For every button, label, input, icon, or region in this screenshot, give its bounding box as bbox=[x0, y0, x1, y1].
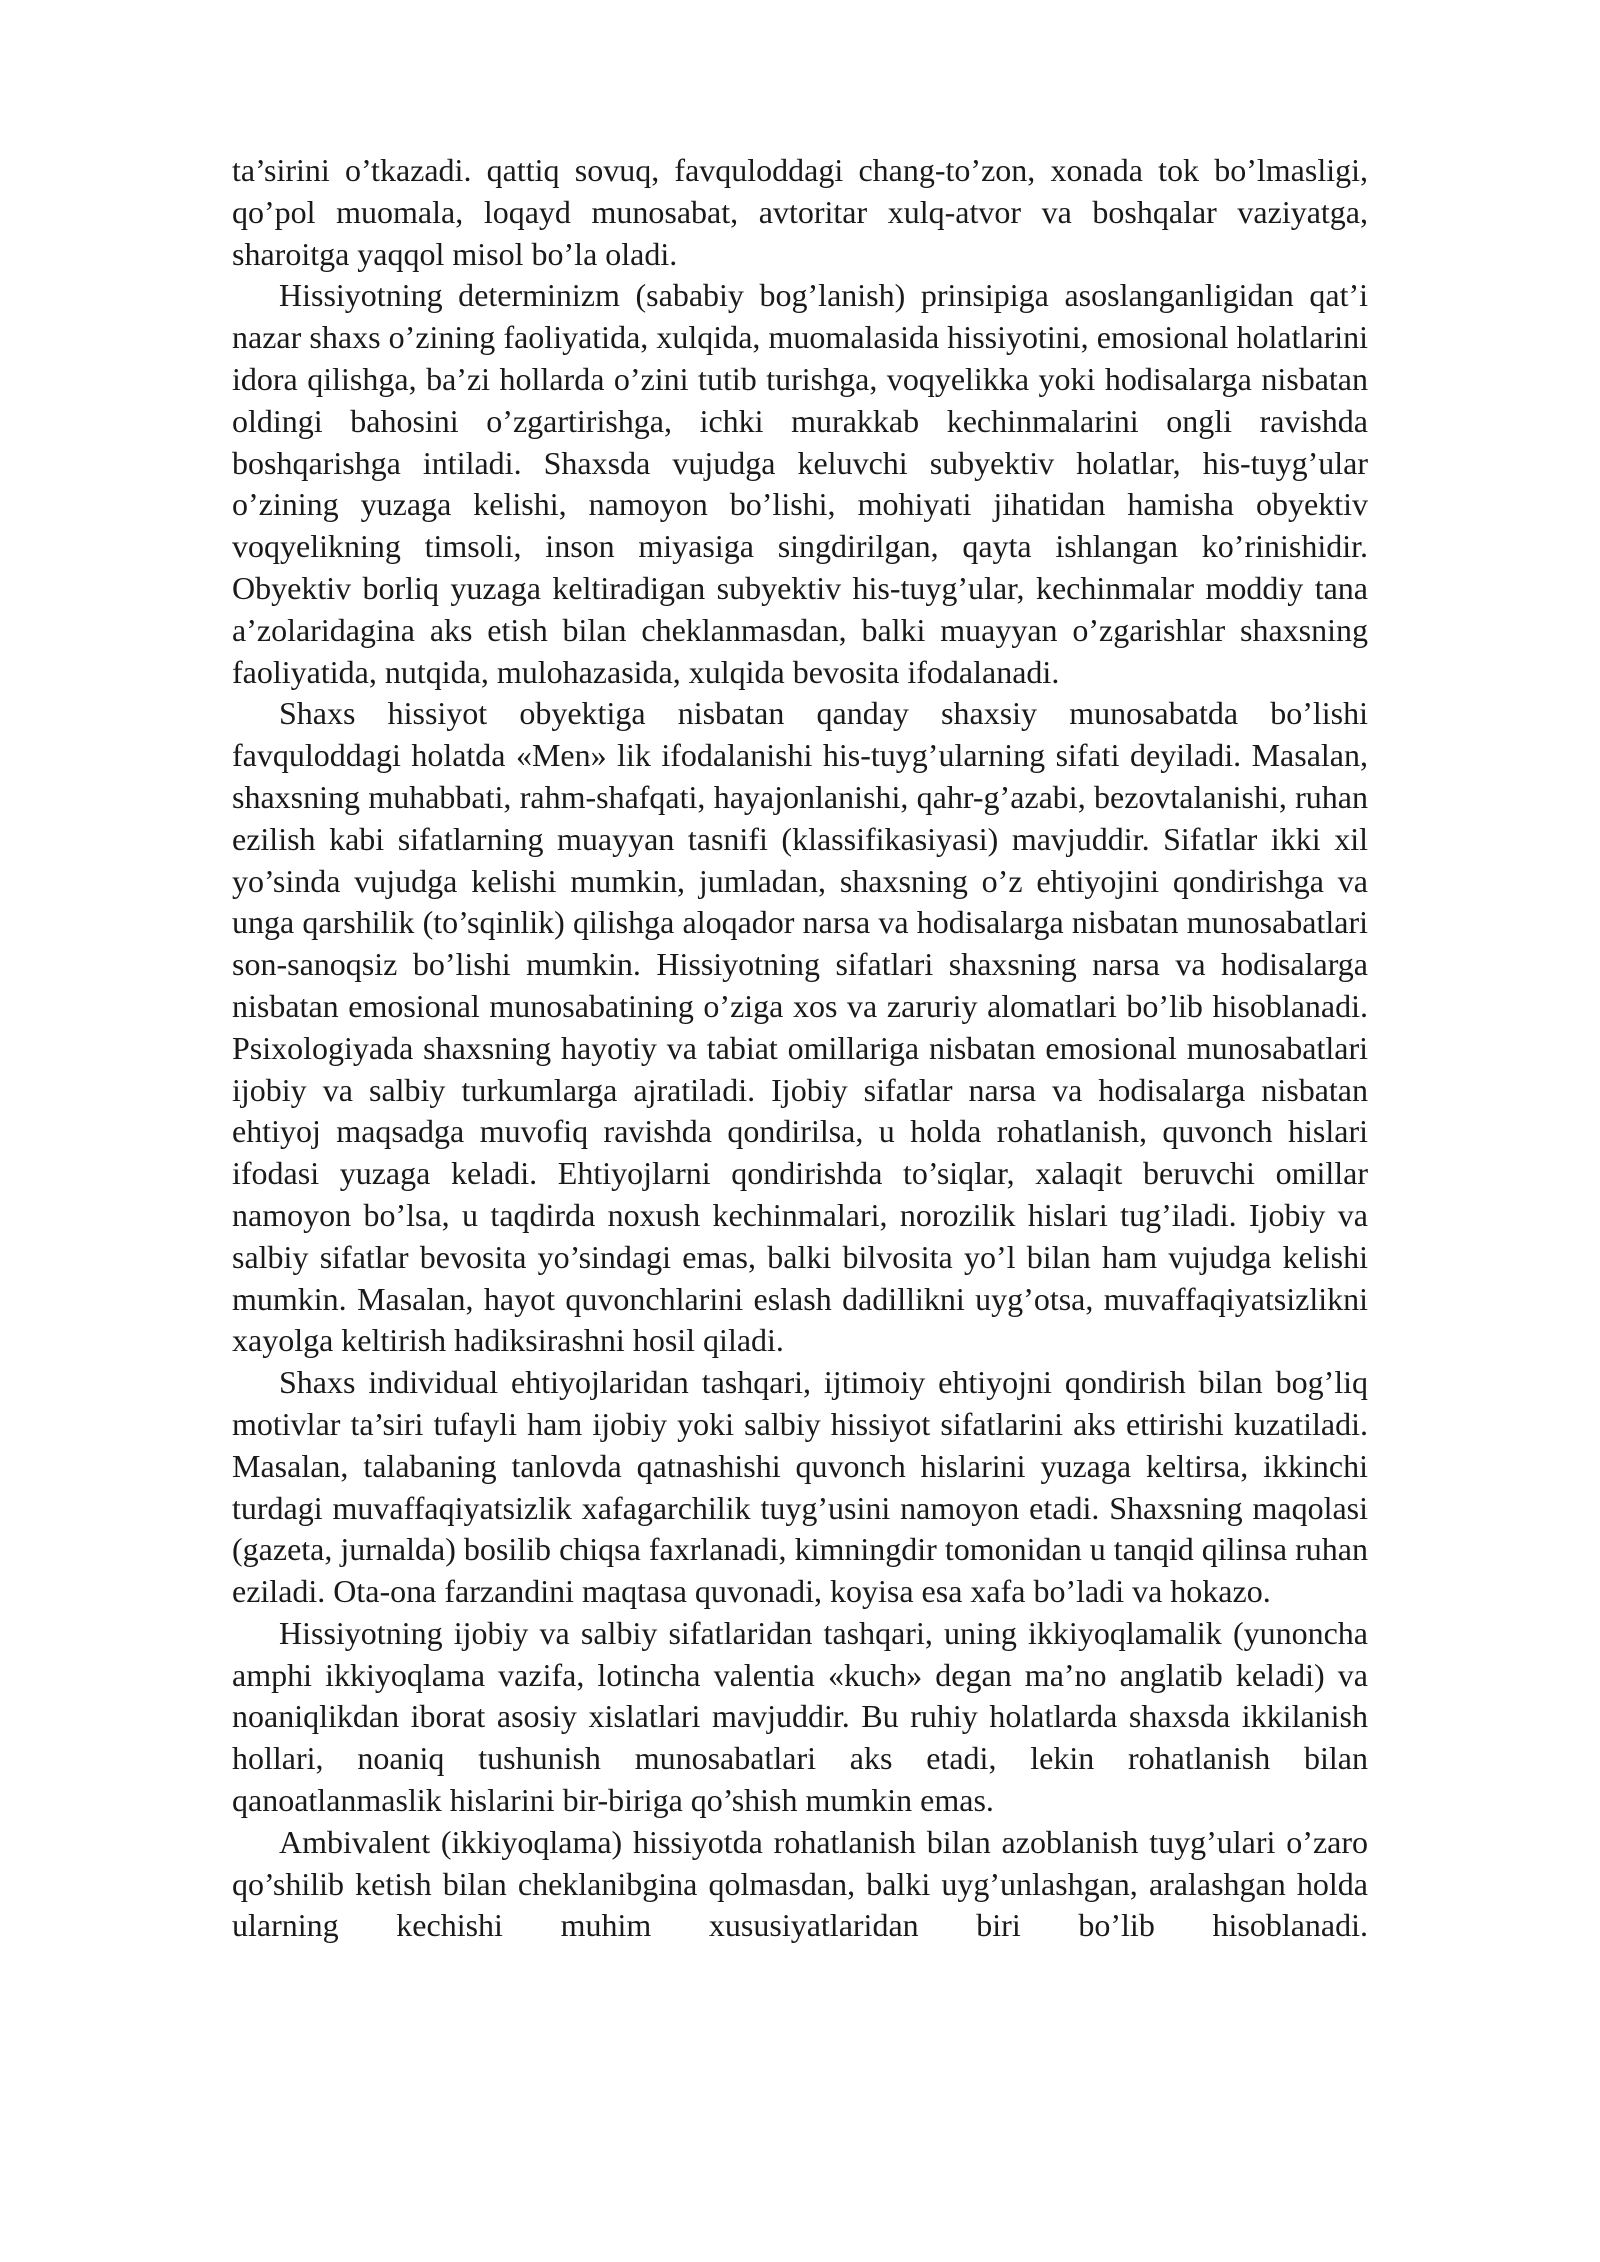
paragraph-4: Shaxs individual ehtiyojlaridan tashqari, ijtimoiy ehtiyojni qondirish bilan bog’liq motivlar ta’siri tufayli ham ijobiy yoki salbiy hissiyot sifatlarini aks ettirishi kuzatiladi. Masalan, talabaning tanlovda qatnashishi quvonch hislarini yuzaga keltirsa, ikkinchi turdagi muvaffaqiyatsizlik xafagarchilik tuyg’usini namoyon etadi. Shaxsning maqolasi (gazeta, jurnalda) bosilib chiqsa faxrlanadi, kimningdir tomonidan u tanqid qilinsa ruhan eziladi. Ota-ona farzandini maqtasa quvonadi, koyisa esa xafa bo’ladi va hokazo. bbox=[232, 1364, 1368, 1610]
paragraph-5: Hissiyotning ijobiy va salbiy sifatlaridan tashqari, uning ikkiyoqlamalik (yunoncha amphi ikkiyoqlama vazifa, lotincha valentia «kuch» degan ma’no anglatib keladi) va noaniqlikdan iborat asosiy xislatlari mavjuddir. Bu ruhiy holatlarda shaxsda ikkilanish hollari, noaniq tushunish munosabatlari aks etadi, lekin rohatlanish bilan qanoatlanmaslik hislarini bir-biriga qo’shish mumkin emas. bbox=[232, 1614, 1368, 1819]
paragraph-6: Ambivalent (ikkiyoqlama) hissiyotda rohatlanish bilan azoblanish tuyg’ulari o’zaro qo’shilib ketish bilan cheklanibgina qolmasdan, balki uyg’unlashgan, aralashgan holda ularning kechishi muhim xususiyatlaridan biri bo’lib hisoblanadi. bbox=[232, 1823, 1368, 1944]
paragraph-1: ta’sirini o’tkazadi. qattiq sovuq, favquloddagi chang-to’zon, xonada tok bo’lmasligi, qo’pol muomala, loqayd munosabat, avtoritar xulq-atvor va boshqalar vaziyatga, sharoitga yaqqol misol bo’la oladi. bbox=[232, 152, 1368, 272]
paragraph-3: Shaxs hissiyot obyektiga nisbatan qanday shaxsiy munosabatda bo’lishi favquloddagi holatda «Men» lik ifodalanishi his-tuyg’ularning sifati deyiladi. Masalan, shaxsning muhabbati, rahm-shafqati, hayajonlanishi, qahr-g’azabi, bezovtalanishi, ruhan ezilish kabi sifatlarning muayyan tasnifi (klassifikasiyasi) mavjuddir. Sifatlar ikki xil yo’sinda vujudga kelishi mumkin, jumladan, shaxsning o’z ehtiyojini qondirishga va unga qarshilik (to’sqinlik) qilishga aloqador narsa va hodisalarga nisbatan munosabatlari son-sanoqsiz bo’lishi mumkin. Hissiyotning sifatlari shaxsning narsa va hodisalarga nisbatan emosional munosabatining o’ziga xos va zaruriy alomatlari bo’lib hisoblanadi. Psixologiyada shaxsning hayotiy va tabiat omillariga nisbatan emosional munosabatlari ijobiy va salbiy turkumlarga ajratiladi. Ijobiy sifatlar narsa va hodisalarga nisbatan ehtiyoj maqsadga muvofiq ravishda qondirilsa, u holda rohatlanish, quvonch hislari ifodasi yuzaga keladi. Ehtiyojlarni qondirishda to’siqlar, xalaqit beruvchi omillar namoyon bo’lsa, u taqdirda noxush kechinmalari, norozilik hislari tug’iladi. Ijobiy va salbiy sifatlar bevosita yo’sindagi emas, balki bilvosita yo’l bilan ham vujudga kelishi mumkin. Masalan, hayot quvonchlarini eslash dadillikni uyg’otsa, muvaffaqiyatsizlikni xayolga keltirish hadiksirashni hosil qiladi. bbox=[232, 695, 1368, 1359]
document-page bbox=[232, 150, 1368, 1947]
paragraph-2: Hissiyotning determinizm (sababiy bog’lanish) prinsipiga asoslanganligidan qat’i nazar shaxs o’zining faoliyatida, xulqida, muomalasida hissiyotini, emosional holatlarini idora qilishga, ba’zi hollarda o’zini tutib turishga, voqyelikka yoki hodisalarga nisbatan oldingi bahosini o’zgartirishga, ichki murakkab kechinmalarini ongli ravishda boshqarishga intiladi. Shaxsda vujudga keluvchi subyektiv holatlar, his-tuyg’ular o’zining yuzaga kelishi, namoyon bo’lishi, mohiyati jihatidan hamisha obyektiv voqyelikning timsoli, inson miyasiga singdirilgan, qayta ishlangan ko’rinishidir. Obyektiv borliq yuzaga keltiradigan subyektiv his-tuyg’ular, kechinmalar moddiy tana a’zolaridagina aks etish bilan cheklanmasdan, balki muayyan o’zgarishlar shaxsning faoliyatida, nutqida, mulohazasida, xulqida bevosita ifodalanadi. bbox=[232, 277, 1368, 690]
